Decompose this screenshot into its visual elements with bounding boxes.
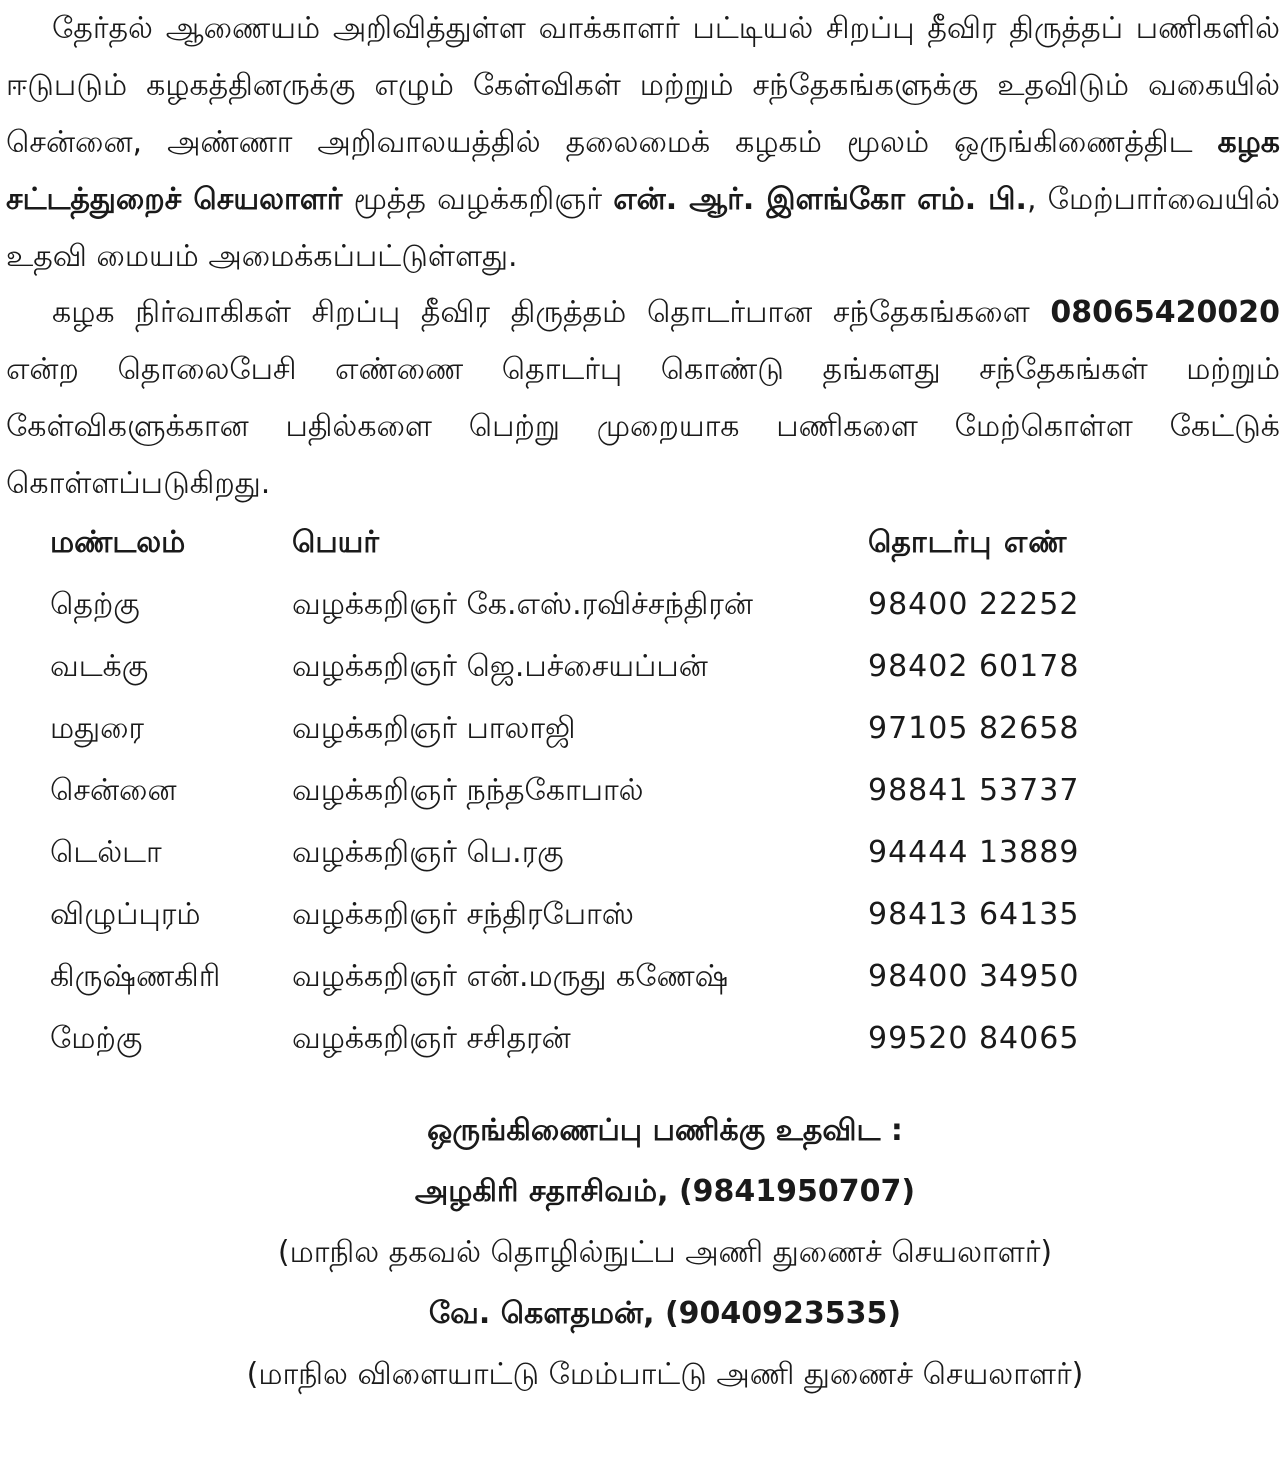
zone-cell: டெல்டா (50, 835, 162, 870)
name-cell: வழக்கறிஞர் பெ.ரகு (292, 835, 564, 870)
name-cell: வழக்கறிஞர் என்.மருது கணேஷ் (292, 959, 729, 994)
zone-cell: விழுப்புரம் (50, 897, 201, 932)
contact-cell: 99520 84065 (868, 1021, 1080, 1056)
contact-cell: 94444 13889 (868, 835, 1080, 870)
zone-cell: மதுரை (50, 711, 145, 746)
coordination-block (0, 1100, 1286, 1405)
intro-text-a: தேர்தல் ஆணையம் அறிவித்துள்ள வாக்காளர் பட்டியல் சிறப்பு தீவிர திருத்தப் பணிகளில் ஈடுபடும் கழகத்தினருக்கு எழும் கேள்விகள் மற்றும் சந்தேகங்களுக்கு உதவிடும் வகையில் சென்னை, அண்ணா அறிவாலயத்தில் தலைமைக் கழகம் மூலம் ஒருங்கிணைத்திட (6, 11, 1280, 160)
zone-cell: தெற்கு (50, 587, 140, 622)
contact-cell: 98402 60178 (868, 649, 1080, 684)
coordinator-2: வே. கௌதமன், (9040923535) (428, 1296, 902, 1331)
table-row (0, 698, 1286, 760)
table-header-row (0, 512, 1286, 574)
table-row (0, 822, 1286, 884)
zone-cell: கிருஷ்ணகிரி (50, 959, 221, 994)
table-row (0, 1008, 1286, 1070)
intro-paragraph (6, 0, 1280, 285)
name-cell: வழக்கறிஞர் நந்தகோபால் (292, 773, 644, 808)
legal-wing-secretary-title: கழக சட்டத்துறைச் செயலாளர் (6, 125, 1280, 217)
name-cell: வழக்கறிஞர் பாலாஜி (292, 711, 576, 746)
coordination-heading: ஒருங்கிணைப்பு பணிக்கு உதவிட : (427, 1113, 903, 1148)
table-row (0, 636, 1286, 698)
name-cell: வழக்கறிஞர் சசிதரன் (292, 1021, 571, 1056)
helpline-text-a: கழக நிர்வாகிகள் சிறப்பு தீவிர திருத்தம் தொடர்பான சந்தேகங்களை (52, 295, 1051, 330)
table-row (0, 884, 1286, 946)
helpline-paragraph (6, 284, 1280, 512)
intro-text-b: மூத்த வழக்கறிஞர் (342, 182, 614, 217)
advocate-name: என். ஆர். இளங்கோ எம். பி. (613, 182, 1027, 217)
zone-contact-table (0, 512, 1286, 1070)
table-row (0, 760, 1286, 822)
helpline-number: 08065420020 (1050, 295, 1280, 330)
header-zone: மண்டலம் (50, 525, 186, 560)
zone-cell: சென்னை (50, 773, 177, 808)
table-row (0, 946, 1286, 1008)
header-contact: தொடர்பு எண் (868, 525, 1068, 560)
name-cell: வழக்கறிஞர் ஜெ.பச்சையப்பன் (292, 649, 708, 684)
zone-cell: வடக்கு (50, 649, 149, 684)
name-cell: வழக்கறிஞர் சந்திரபோஸ் (292, 897, 634, 932)
coordinator-1-role: (மாநில தகவல் தொழில்நுட்ப அணி துணைச் செயலாளர்) (277, 1235, 1053, 1270)
header-name: பெயர் (292, 525, 380, 560)
contact-cell: 98841 53737 (868, 773, 1080, 808)
coordinator-2-role: (மாநில விளையாட்டு மேம்பாட்டு அணி துணைச் செயலாளர்) (246, 1357, 1084, 1392)
coordinator-1: அழகிரி சதாசிவம், (9841950707) (414, 1174, 916, 1209)
contact-cell: 97105 82658 (868, 711, 1080, 746)
intro-text-c: , மேற்பார்வையில் உதவி மையம் அமைக்கப்பட்டுள்ளது. (6, 182, 1280, 274)
name-cell: வழக்கறிஞர் கே.எஸ்.ரவிச்சந்திரன் (292, 587, 753, 622)
table-row (0, 574, 1286, 636)
contact-cell: 98400 22252 (868, 587, 1080, 622)
zone-cell: மேற்கு (50, 1021, 143, 1056)
contact-cell: 98400 34950 (868, 959, 1080, 994)
contact-cell: 98413 64135 (868, 897, 1080, 932)
helpline-text-b: என்ற தொலைபேசி எண்ணை தொடர்பு கொண்டு தங்களது சந்தேகங்கள் மற்றும் கேள்விகளுக்கான பதில்களை பெற்று முறையாக பணிகளை மேற்கொள்ள கேட்டுக் கொள்ளப்படுகிறது. (6, 352, 1280, 501)
